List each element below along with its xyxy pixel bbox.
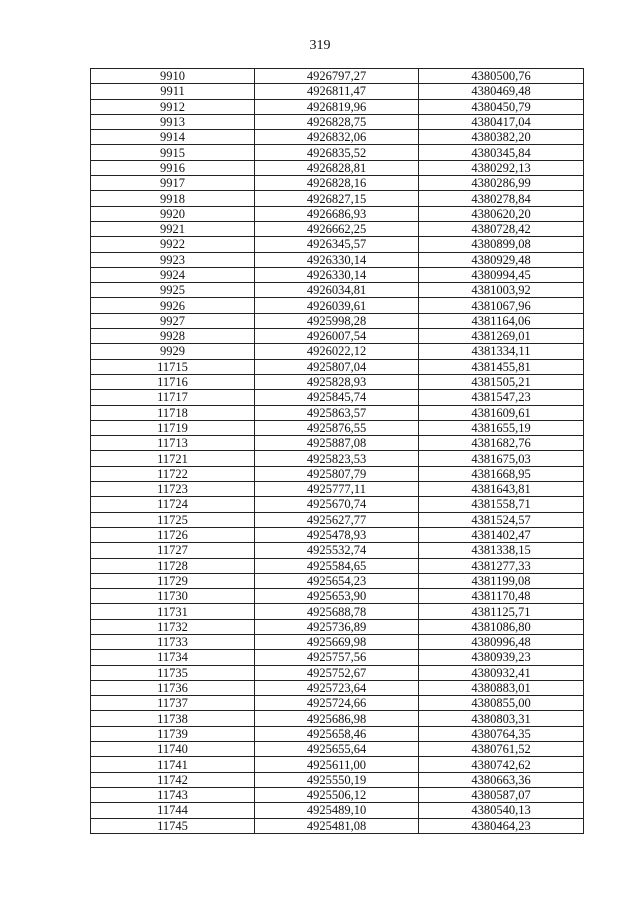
point-number-cell: 9918 — [91, 191, 255, 206]
x-coordinate-cell: 4925807,79 — [255, 466, 419, 481]
y-coordinate-cell: 4380994,45 — [419, 267, 584, 282]
x-coordinate-cell: 4925653,90 — [255, 589, 419, 604]
table-row — [91, 84, 584, 99]
point-number-cell: 11729 — [91, 573, 255, 588]
table-row — [91, 757, 584, 772]
x-coordinate-cell: 4926345,57 — [255, 237, 419, 252]
x-coordinate-cell: 4926835,52 — [255, 145, 419, 160]
x-coordinate-cell: 4925532,74 — [255, 543, 419, 558]
x-coordinate-cell: 4925807,04 — [255, 359, 419, 374]
y-coordinate-cell: 4380286,99 — [419, 176, 584, 191]
x-coordinate-cell: 4925654,23 — [255, 573, 419, 588]
table-row — [91, 436, 584, 451]
y-coordinate-cell: 4380620,20 — [419, 206, 584, 221]
point-number-cell: 9928 — [91, 329, 255, 344]
table-row — [91, 497, 584, 512]
point-number-cell: 11730 — [91, 589, 255, 604]
table-row — [91, 99, 584, 114]
table-row — [91, 512, 584, 527]
point-number-cell: 11728 — [91, 558, 255, 573]
table-row — [91, 466, 584, 481]
x-coordinate-cell: 4926832,06 — [255, 130, 419, 145]
point-number-cell: 9923 — [91, 252, 255, 267]
table-row — [91, 726, 584, 741]
table-row — [91, 787, 584, 802]
table-row — [91, 482, 584, 497]
point-number-cell: 11722 — [91, 466, 255, 481]
table-row — [91, 803, 584, 818]
x-coordinate-cell: 4925845,74 — [255, 390, 419, 405]
y-coordinate-cell: 4381334,11 — [419, 344, 584, 359]
table-row — [91, 680, 584, 695]
x-coordinate-cell: 4925863,57 — [255, 405, 419, 420]
y-coordinate-cell: 4381655,19 — [419, 420, 584, 435]
point-number-cell: 9925 — [91, 283, 255, 298]
y-coordinate-cell: 4380663,36 — [419, 772, 584, 787]
y-coordinate-cell: 4381643,81 — [419, 482, 584, 497]
y-coordinate-cell: 4381125,71 — [419, 604, 584, 619]
x-coordinate-cell: 4926797,27 — [255, 69, 419, 84]
y-coordinate-cell: 4380996,48 — [419, 634, 584, 649]
x-coordinate-cell: 4925506,12 — [255, 787, 419, 802]
table-row — [91, 451, 584, 466]
x-coordinate-cell: 4925724,66 — [255, 696, 419, 711]
x-coordinate-cell: 4925584,65 — [255, 558, 419, 573]
point-number-cell: 9922 — [91, 237, 255, 252]
table-row — [91, 252, 584, 267]
point-number-cell: 9921 — [91, 221, 255, 236]
table-row — [91, 221, 584, 236]
table-row — [91, 634, 584, 649]
point-number-cell: 9920 — [91, 206, 255, 221]
x-coordinate-cell: 4925669,98 — [255, 634, 419, 649]
y-coordinate-cell: 4380855,00 — [419, 696, 584, 711]
point-number-cell: 11732 — [91, 619, 255, 634]
x-coordinate-cell: 4925887,08 — [255, 436, 419, 451]
x-coordinate-cell: 4926819,96 — [255, 99, 419, 114]
y-coordinate-cell: 4380450,79 — [419, 99, 584, 114]
x-coordinate-cell: 4926007,54 — [255, 329, 419, 344]
y-coordinate-cell: 4380464,23 — [419, 818, 584, 833]
coordinates-table-body — [91, 69, 584, 834]
x-coordinate-cell: 4925752,67 — [255, 665, 419, 680]
y-coordinate-cell: 4381067,96 — [419, 298, 584, 313]
x-coordinate-cell: 4926828,75 — [255, 114, 419, 129]
point-number-cell: 9916 — [91, 160, 255, 175]
y-coordinate-cell: 4381170,48 — [419, 589, 584, 604]
x-coordinate-cell: 4925550,19 — [255, 772, 419, 787]
table-row — [91, 69, 584, 84]
point-number-cell: 11731 — [91, 604, 255, 619]
x-coordinate-cell: 4926827,15 — [255, 191, 419, 206]
point-number-cell: 9915 — [91, 145, 255, 160]
x-coordinate-cell: 4925655,64 — [255, 742, 419, 757]
point-number-cell: 11716 — [91, 374, 255, 389]
point-number-cell: 9911 — [91, 84, 255, 99]
point-number-cell: 9910 — [91, 69, 255, 84]
point-number-cell: 9927 — [91, 313, 255, 328]
x-coordinate-cell: 4925611,00 — [255, 757, 419, 772]
x-coordinate-cell: 4926022,12 — [255, 344, 419, 359]
point-number-cell: 11724 — [91, 497, 255, 512]
point-number-cell: 11725 — [91, 512, 255, 527]
point-number-cell: 11745 — [91, 818, 255, 833]
table-row — [91, 237, 584, 252]
x-coordinate-cell: 4926686,93 — [255, 206, 419, 221]
x-coordinate-cell: 4925627,77 — [255, 512, 419, 527]
table-row — [91, 619, 584, 634]
x-coordinate-cell: 4925658,46 — [255, 726, 419, 741]
y-coordinate-cell: 4380764,35 — [419, 726, 584, 741]
table-row — [91, 527, 584, 542]
point-number-cell: 11719 — [91, 420, 255, 435]
table-row — [91, 589, 584, 604]
point-number-cell: 11727 — [91, 543, 255, 558]
y-coordinate-cell: 4381086,80 — [419, 619, 584, 634]
table-row — [91, 604, 584, 619]
point-number-cell: 11741 — [91, 757, 255, 772]
point-number-cell: 11717 — [91, 390, 255, 405]
point-number-cell: 11744 — [91, 803, 255, 818]
y-coordinate-cell: 4381338,15 — [419, 543, 584, 558]
x-coordinate-cell: 4925481,08 — [255, 818, 419, 833]
y-coordinate-cell: 4380587,07 — [419, 787, 584, 802]
y-coordinate-cell: 4381505,21 — [419, 374, 584, 389]
y-coordinate-cell: 4380761,52 — [419, 742, 584, 757]
y-coordinate-cell: 4380500,76 — [419, 69, 584, 84]
y-coordinate-cell: 4381164,06 — [419, 313, 584, 328]
table-row — [91, 665, 584, 680]
x-coordinate-cell: 4925478,93 — [255, 527, 419, 542]
point-number-cell: 11718 — [91, 405, 255, 420]
x-coordinate-cell: 4925686,98 — [255, 711, 419, 726]
x-coordinate-cell: 4926828,16 — [255, 176, 419, 191]
table-row — [91, 283, 584, 298]
point-number-cell: 11738 — [91, 711, 255, 726]
x-coordinate-cell: 4925489,10 — [255, 803, 419, 818]
y-coordinate-cell: 4381547,23 — [419, 390, 584, 405]
point-number-cell: 11713 — [91, 436, 255, 451]
point-number-cell: 9913 — [91, 114, 255, 129]
x-coordinate-cell: 4926039,61 — [255, 298, 419, 313]
point-number-cell: 9914 — [91, 130, 255, 145]
x-coordinate-cell: 4925723,64 — [255, 680, 419, 695]
point-number-cell: 11723 — [91, 482, 255, 497]
y-coordinate-cell: 4380540,13 — [419, 803, 584, 818]
y-coordinate-cell: 4381609,61 — [419, 405, 584, 420]
point-number-cell: 9929 — [91, 344, 255, 359]
x-coordinate-cell: 4925828,93 — [255, 374, 419, 389]
table-row — [91, 176, 584, 191]
point-number-cell: 9924 — [91, 267, 255, 282]
x-coordinate-cell: 4926034,81 — [255, 283, 419, 298]
x-coordinate-cell: 4926811,47 — [255, 84, 419, 99]
x-coordinate-cell: 4925688,78 — [255, 604, 419, 619]
table-row — [91, 145, 584, 160]
x-coordinate-cell: 4925670,74 — [255, 497, 419, 512]
y-coordinate-cell: 4380345,84 — [419, 145, 584, 160]
table-row — [91, 650, 584, 665]
table-row — [91, 191, 584, 206]
table-row — [91, 313, 584, 328]
table-row — [91, 420, 584, 435]
table-row — [91, 344, 584, 359]
table-row — [91, 696, 584, 711]
y-coordinate-cell: 4381199,08 — [419, 573, 584, 588]
y-coordinate-cell: 4380899,08 — [419, 237, 584, 252]
table-row — [91, 160, 584, 175]
table-row — [91, 742, 584, 757]
point-number-cell: 11734 — [91, 650, 255, 665]
y-coordinate-cell: 4380803,31 — [419, 711, 584, 726]
table-row — [91, 298, 584, 313]
y-coordinate-cell: 4381558,71 — [419, 497, 584, 512]
point-number-cell: 11721 — [91, 451, 255, 466]
point-number-cell: 11743 — [91, 787, 255, 802]
table-row — [91, 818, 584, 833]
x-coordinate-cell: 4926330,14 — [255, 252, 419, 267]
point-number-cell: 11735 — [91, 665, 255, 680]
y-coordinate-cell: 4380932,41 — [419, 665, 584, 680]
point-number-cell: 9912 — [91, 99, 255, 114]
y-coordinate-cell: 4380728,42 — [419, 221, 584, 236]
point-number-cell: 11726 — [91, 527, 255, 542]
x-coordinate-cell: 4925736,89 — [255, 619, 419, 634]
x-coordinate-cell: 4925757,56 — [255, 650, 419, 665]
y-coordinate-cell: 4380929,48 — [419, 252, 584, 267]
table-row — [91, 711, 584, 726]
page-number: 319 — [309, 38, 331, 53]
table-row — [91, 405, 584, 420]
table-row — [91, 390, 584, 405]
x-coordinate-cell: 4926828,81 — [255, 160, 419, 175]
y-coordinate-cell: 4381003,92 — [419, 283, 584, 298]
table-row — [91, 267, 584, 282]
point-number-cell: 11733 — [91, 634, 255, 649]
point-number-cell: 11739 — [91, 726, 255, 741]
y-coordinate-cell: 4380939,23 — [419, 650, 584, 665]
table-row — [91, 130, 584, 145]
table-row — [91, 374, 584, 389]
y-coordinate-cell: 4380742,62 — [419, 757, 584, 772]
point-number-cell: 11740 — [91, 742, 255, 757]
point-number-cell: 9926 — [91, 298, 255, 313]
table-row — [91, 329, 584, 344]
point-number-cell: 11715 — [91, 359, 255, 374]
y-coordinate-cell: 4380469,48 — [419, 84, 584, 99]
coordinates-table — [90, 68, 584, 834]
point-number-cell: 9917 — [91, 176, 255, 191]
point-number-cell: 11742 — [91, 772, 255, 787]
x-coordinate-cell: 4926330,14 — [255, 267, 419, 282]
y-coordinate-cell: 4381675,03 — [419, 451, 584, 466]
y-coordinate-cell: 4380883,01 — [419, 680, 584, 695]
y-coordinate-cell: 4380292,13 — [419, 160, 584, 175]
x-coordinate-cell: 4925777,11 — [255, 482, 419, 497]
point-number-cell: 11737 — [91, 696, 255, 711]
table-row — [91, 772, 584, 787]
y-coordinate-cell: 4380382,20 — [419, 130, 584, 145]
y-coordinate-cell: 4381682,76 — [419, 436, 584, 451]
point-number-cell: 11736 — [91, 680, 255, 695]
table-row — [91, 114, 584, 129]
y-coordinate-cell: 4381269,01 — [419, 329, 584, 344]
y-coordinate-cell: 4381524,57 — [419, 512, 584, 527]
x-coordinate-cell: 4925876,55 — [255, 420, 419, 435]
table-row — [91, 206, 584, 221]
y-coordinate-cell: 4381277,33 — [419, 558, 584, 573]
x-coordinate-cell: 4925998,28 — [255, 313, 419, 328]
y-coordinate-cell: 4380417,04 — [419, 114, 584, 129]
y-coordinate-cell: 4381668,95 — [419, 466, 584, 481]
table-row — [91, 543, 584, 558]
y-coordinate-cell: 4381402,47 — [419, 527, 584, 542]
table-row — [91, 359, 584, 374]
x-coordinate-cell: 4925823,53 — [255, 451, 419, 466]
table-row — [91, 573, 584, 588]
y-coordinate-cell: 4381455,81 — [419, 359, 584, 374]
x-coordinate-cell: 4926662,25 — [255, 221, 419, 236]
y-coordinate-cell: 4380278,84 — [419, 191, 584, 206]
table-row — [91, 558, 584, 573]
